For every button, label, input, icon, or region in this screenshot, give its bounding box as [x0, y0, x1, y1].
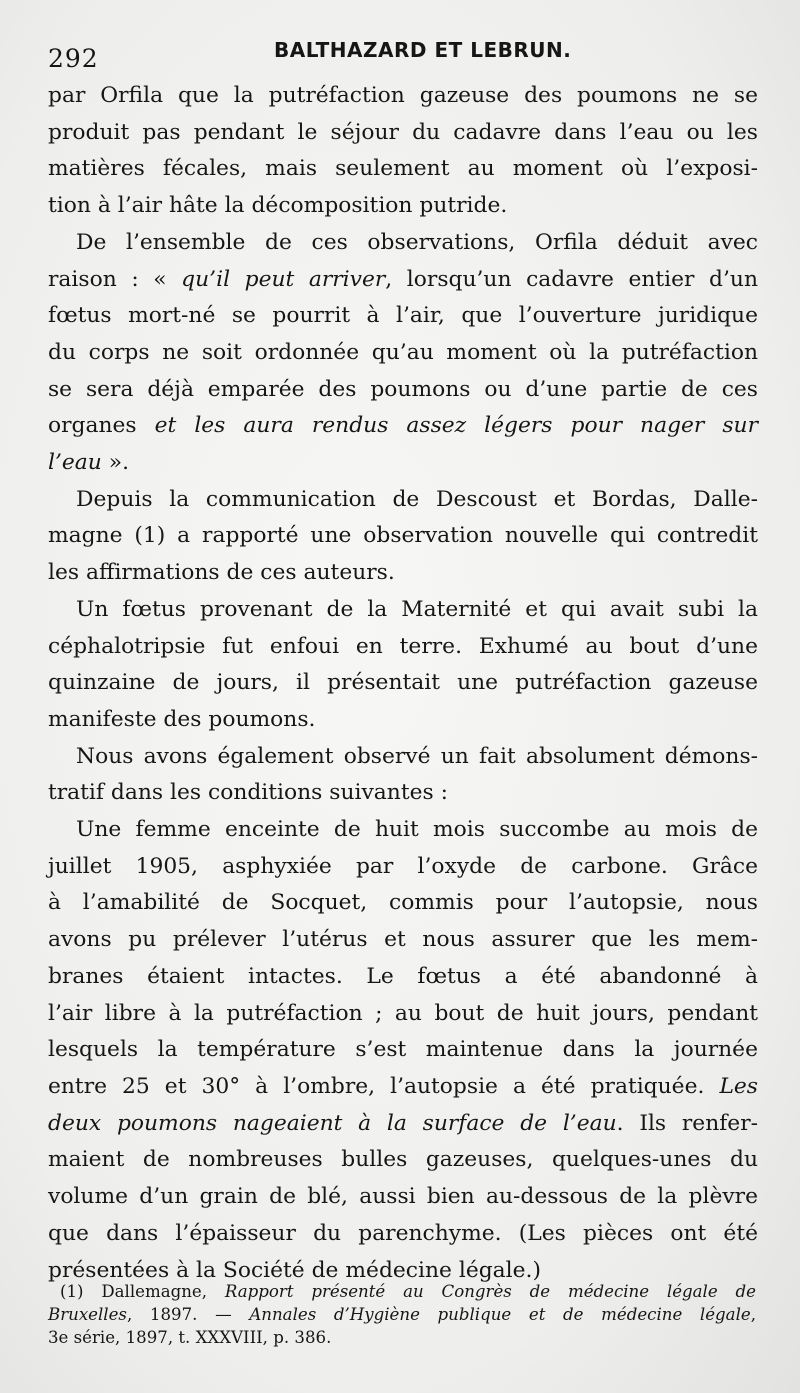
text-run: volume d’un grain de blé, aussi bien au-dessous de la plèvre: [48, 1184, 758, 1210]
text-line: [48, 335, 758, 372]
text-run: Un fœtus provenant de la Maternité et qui avait subi la: [76, 596, 758, 622]
text-line: [48, 298, 758, 335]
text-line: [48, 665, 758, 702]
text-line: [48, 812, 758, 849]
text-run: ».: [101, 450, 130, 476]
text-line: [48, 849, 758, 886]
footnotes: [48, 1280, 756, 1349]
italic-run: Annales d’Hygiène publique et de médecine légale: [249, 1305, 751, 1324]
text-line: [48, 1142, 758, 1179]
text-line: [48, 262, 758, 299]
text-run: matières fécales, mais seulement au moment où l’exposi-: [48, 156, 758, 182]
text-run: 3e série, 1897, t. XXXVIII, p. 386.: [48, 1328, 332, 1347]
page-number: 292: [48, 44, 99, 73]
text-run: juillet 1905, asphyxiée par l’oxyde de carbone. Grâce: [48, 853, 758, 879]
text-run: à l’amabilité de Socquet, commis pour l’autopsie, nous: [48, 890, 758, 916]
text-run: l’air libre à la putréfaction ; au bout de huit jours, pendant: [48, 1000, 758, 1026]
text-line: [48, 1326, 756, 1349]
text-run: branes étaient intactes. Le fœtus a été abandonné à: [48, 963, 758, 989]
text-run: , lorsqu’un cadavre entier d’un: [385, 266, 758, 292]
text-line: [48, 188, 758, 225]
italic-run: Bruxelles: [48, 1305, 127, 1324]
text-run: tion à l’air hâte la décomposition putride.: [48, 193, 508, 219]
text-run: manifeste des poumons.: [48, 706, 316, 732]
italic-run: Rapport présenté au Congrès de médecine légale de: [224, 1282, 756, 1301]
text-run: raison : «: [48, 266, 182, 292]
text-line: [48, 739, 758, 776]
text-line: [48, 996, 758, 1033]
text-line: [48, 482, 758, 519]
text-line: [48, 372, 758, 409]
italic-run: Les: [719, 1073, 758, 1099]
text-run: De l’ensemble de ces observations, Orfila déduit avec: [76, 229, 758, 255]
text-line: [48, 1179, 758, 1216]
text-line: [48, 115, 758, 152]
text-line: [48, 1216, 758, 1253]
text-line: [48, 1069, 758, 1106]
text-line: [48, 1303, 756, 1326]
text-line: [48, 225, 758, 262]
text-run: céphalotripsie fut enfoui en terre. Exhumé au bout d’une: [48, 633, 758, 659]
text-line: [48, 518, 758, 555]
body-text: [48, 78, 758, 1289]
italic-run: qu’il peut arriver: [181, 266, 386, 292]
text-run: Une femme enceinte de huit mois succombe au mois de: [76, 817, 758, 843]
text-run: que dans l’épaisseur du parenchyme. (Les pièces ont été: [48, 1220, 758, 1246]
text-run: fœtus mort-né se pourrit à l’air, que l’ouverture juridique: [48, 303, 758, 329]
italic-run: et les aura rendus assez légers pour nager sur: [154, 413, 759, 439]
text-run: magne (1) a rapporté une observation nouvelle qui contredit: [48, 523, 758, 549]
text-run: . Ils renfer-: [616, 1110, 758, 1136]
text-line: [48, 445, 758, 482]
text-run: par Orfila que la putréfaction gazeuse des poumons ne se: [48, 83, 758, 108]
text-line: [48, 592, 758, 629]
text-line: [48, 1280, 756, 1303]
italic-run: l’eau: [48, 450, 102, 476]
text-run: (1) Dallemagne,: [60, 1282, 225, 1301]
text-line: [48, 922, 758, 959]
text-line: [48, 1106, 758, 1143]
text-line: [48, 408, 758, 445]
text-line: [48, 151, 758, 188]
text-run: produit pas pendant le séjour du cadavre dans l’eau ou les: [48, 119, 758, 145]
text-line: [48, 629, 758, 666]
text-run: les affirmations de ces auteurs.: [48, 560, 395, 586]
page-header: [48, 34, 758, 74]
text-run: lesquels la température s’est maintenue dans la journée: [48, 1037, 758, 1063]
text-line: [48, 702, 758, 739]
text-run: ,: [750, 1305, 756, 1324]
text-line: [48, 959, 758, 996]
text-run: avons pu prélever l’utérus et nous assurer que les mem-: [48, 927, 758, 953]
text-run: quinzaine de jours, il présentait une putréfaction gazeuse: [48, 670, 758, 696]
text-run: tratif dans les conditions suivantes :: [48, 780, 448, 806]
text-run: entre 25 et 30° à l’ombre, l’autopsie a été pratiquée.: [48, 1073, 720, 1099]
text-line: [48, 1032, 758, 1069]
text-run: Nous avons également observé un fait absolument démons-: [76, 743, 758, 769]
text-line: [48, 885, 758, 922]
text-run: présentées à la Société de médecine légale.): [48, 1257, 541, 1283]
text-run: maient de nombreuses bulles gazeuses, quelques-unes du: [48, 1147, 758, 1173]
text-run: Depuis la communication de Descoust et Bordas, Dalle-: [76, 486, 758, 512]
italic-run: deux poumons nageaient à la surface de l’eau: [48, 1110, 617, 1136]
running-head: BALTHAZARD ET LEBRUN.: [274, 38, 572, 62]
text-run: organes: [48, 413, 155, 439]
text-run: se sera déjà emparée des poumons ou d’une partie de ces: [48, 376, 758, 402]
text-line: [48, 775, 758, 812]
text-line: [48, 555, 758, 592]
text-line: [48, 78, 758, 115]
text-run: , 1897. —: [126, 1305, 250, 1324]
text-run: du corps ne soit ordonnée qu’au moment où la putréfaction: [48, 339, 758, 365]
